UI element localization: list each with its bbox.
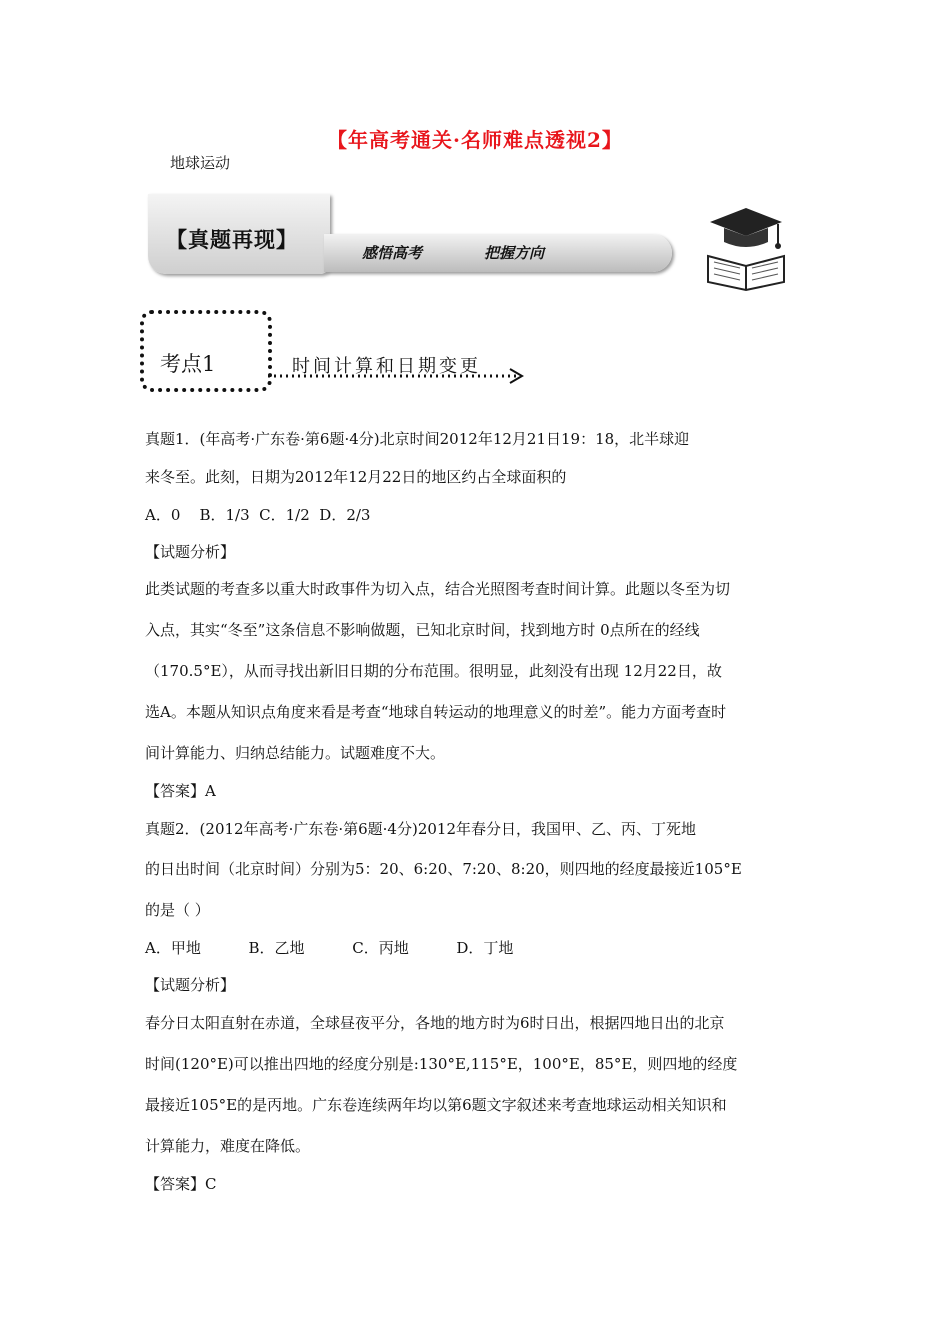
page-title: 【年高考通关·名师难点透视2】: [327, 128, 623, 152]
q2-analysis-line: 最接近105°E的是丙地。广东卷连续两年均以第6题文字叙述来考查地球运动相关知识和: [145, 1096, 727, 1114]
q2-analysis-line: 计算能力，难度在降低。: [145, 1137, 311, 1155]
q2-line1: 真题2．(2012年高考·广东卷·第6题·4分)2012年春分日，我国甲、乙、丙、丁死地: [145, 820, 696, 838]
section-banner: [148, 194, 678, 278]
kaodian-box: [140, 310, 272, 392]
q2-line3: 的是（ ）: [145, 901, 210, 919]
banner-label: 【真题再现】: [166, 227, 298, 252]
kaodian-label: 考点1: [160, 352, 216, 376]
q1-analysis-line: 间计算能力、归纳总结能力。试题难度不大。: [145, 744, 446, 762]
q1-line2: 来冬至。此刻，日期为2012年12月22日的地区约占全球面积的: [145, 468, 567, 486]
q1-analysis-line: 此类试题的考查多以重大时政事件为切入点，结合光照图考查时间计算。此题以冬至为切: [145, 580, 731, 598]
subtitle: 地球运动: [170, 154, 231, 172]
kaodian-topic: 时间计算和日期变更: [292, 356, 481, 377]
q2-options: A．甲地 B．乙地 C．丙地 D．丁地: [145, 939, 514, 957]
dotted-arrow-icon: [266, 362, 532, 386]
q1-options: A．0 B．1/3 C．1/2 D．2/3: [145, 506, 371, 524]
graduation-cap-book-icon: [700, 200, 792, 296]
q1-analysis-line: 选A。本题从知识点角度来看是考查“地球自转运动的地理意义的时差”。能力方面考查时: [145, 703, 727, 721]
q1-analysis-line: （170.5°E），从而寻找出新旧日期的分布范围。很明显，此刻没有出现 12月22日，故: [145, 662, 722, 680]
q2-analysis-label: 【试题分析】: [145, 976, 236, 994]
q1-answer: 【答案】A: [145, 782, 216, 800]
q2-answer: 【答案】C: [145, 1175, 217, 1193]
banner-slogan-bar: [324, 234, 672, 272]
banner-slogan-1: 感悟高考: [362, 244, 423, 262]
q1-line1: 真题1．(年高考·广东卷·第6题·4分)北京时间2012年12月21日19：18，北半球迎: [145, 430, 690, 448]
banner-label-box: [148, 194, 330, 274]
q2-analysis-line: 春分日太阳直射在赤道，全球昼夜平分，各地的地方时为6时日出，根据四地日出的北京: [145, 1014, 725, 1032]
q1-analysis-label: 【试题分析】: [145, 543, 236, 561]
q2-analysis-line: 时间(120°E)可以推出四地的经度分别是:130°E,115°E，100°E，85°E，则四地的经度: [145, 1055, 738, 1073]
banner-slogan-2: 把握方向: [484, 244, 545, 262]
q1-analysis-line: 入点，其实“冬至”这条信息不影响做题，已知北京时间，找到地方时 0点所在的经线: [145, 621, 700, 639]
q2-line2: 的日出时间（北京时间）分别为5：20、6:20、7:20、8:20，则四地的经度最接近105°E: [145, 860, 742, 878]
